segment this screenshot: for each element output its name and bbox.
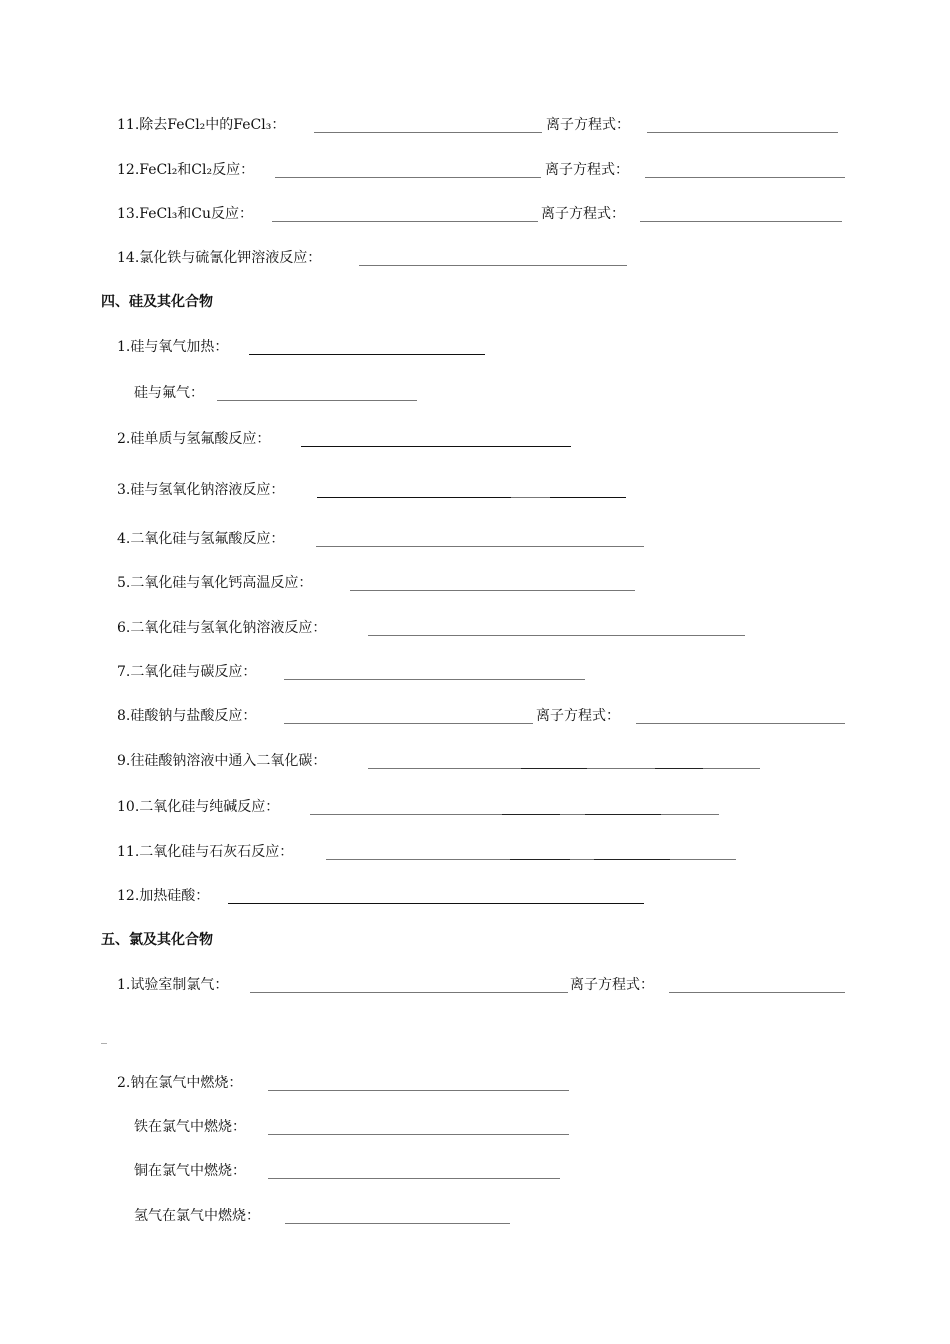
answer-blank[interactable] <box>350 590 635 591</box>
item-label: 铁在氯气中燃烧： <box>134 1119 246 1135</box>
section-heading-text: 五、氯及其化合物 <box>101 932 213 948</box>
item-label: 2.钠在氯气中燃烧： <box>117 1075 243 1091</box>
answer-blank-segment <box>502 814 560 815</box>
ion-equation-label: 离子方程式： <box>536 708 620 724</box>
item-label: 11.除去FeCl₂中的FeCl₃： <box>117 117 286 133</box>
answer-blank-gap[interactable] <box>511 497 550 498</box>
item-label: 10.二氧化硅与纯碱反应： <box>117 799 280 815</box>
answer-blank[interactable] <box>249 354 485 355</box>
answer-blank[interactable] <box>228 903 644 904</box>
answer-blank[interactable] <box>317 497 511 498</box>
stray-underscore: _ <box>101 1030 107 1044</box>
item-label: 铜在氯气中燃烧： <box>134 1163 246 1179</box>
answer-blank-segment <box>655 768 703 769</box>
answer-blank[interactable] <box>272 221 538 222</box>
answer-blank[interactable] <box>268 1178 560 1179</box>
item-label: 12.FeCl₂和Cl₂反应： <box>117 162 255 178</box>
item-label: 2.硅单质与氢氟酸反应： <box>117 431 271 447</box>
ion-answer-blank[interactable] <box>640 221 842 222</box>
item-label: 氢气在氯气中燃烧： <box>134 1208 260 1224</box>
ion-equation-label: 离子方程式： <box>541 206 625 222</box>
item-label: 14.氯化铁与硫氰化钾溶液反应： <box>117 250 322 266</box>
answer-blank-tail[interactable] <box>550 497 626 498</box>
answer-blank[interactable] <box>268 1134 569 1135</box>
answer-blank[interactable] <box>268 1090 569 1091</box>
item-label: 硅与氟气： <box>134 385 204 401</box>
answer-blank-segment <box>521 768 587 769</box>
item-label: 11.二氧化硅与石灰石反应： <box>117 844 294 860</box>
ion-equation-label: 离子方程式： <box>545 162 629 178</box>
item-label: 7.二氧化硅与碳反应： <box>117 664 257 680</box>
item-label: 9.往硅酸钠溶液中通入二氧化碳： <box>117 753 327 769</box>
ion-equation-label: 离子方程式： <box>546 117 630 133</box>
answer-blank[interactable] <box>217 400 417 401</box>
ion-answer-blank[interactable] <box>636 723 845 724</box>
answer-blank[interactable] <box>275 177 541 178</box>
item-label: 5.二氧化硅与氧化钙高温反应： <box>117 575 313 591</box>
item-label: 3.硅与氢氧化钠溶液反应： <box>117 482 285 498</box>
ion-answer-blank[interactable] <box>669 992 845 993</box>
answer-blank[interactable] <box>285 1223 510 1224</box>
ion-equation-label: 离子方程式： <box>570 977 654 993</box>
ion-answer-blank[interactable] <box>645 177 845 178</box>
answer-blank-segment <box>585 814 661 815</box>
answer-blank-segment <box>510 859 570 860</box>
section-heading-text: 四、硅及其化合物 <box>101 294 213 310</box>
item-label: 4.二氧化硅与氢氟酸反应： <box>117 531 285 547</box>
answer-blank[interactable] <box>301 446 571 447</box>
item-label: 6.二氧化硅与氢氧化钠溶液反应： <box>117 620 327 636</box>
answer-blank[interactable] <box>316 546 644 547</box>
item-label: 8.硅酸钠与盐酸反应： <box>117 708 257 724</box>
answer-blank[interactable] <box>284 679 585 680</box>
answer-blank-segment <box>594 859 670 860</box>
item-label: 1.试验室制氯气： <box>117 977 229 993</box>
ion-answer-blank[interactable] <box>647 132 838 133</box>
item-label: 12.加热硅酸： <box>117 888 210 904</box>
answer-blank[interactable] <box>250 992 568 993</box>
answer-blank[interactable] <box>368 635 745 636</box>
answer-blank[interactable] <box>284 723 533 724</box>
item-label: 13.FeCl₃和Cu反应： <box>117 206 254 222</box>
answer-blank[interactable] <box>359 265 627 266</box>
answer-blank[interactable] <box>314 132 542 133</box>
item-label: 1.硅与氧气加热： <box>117 339 229 355</box>
